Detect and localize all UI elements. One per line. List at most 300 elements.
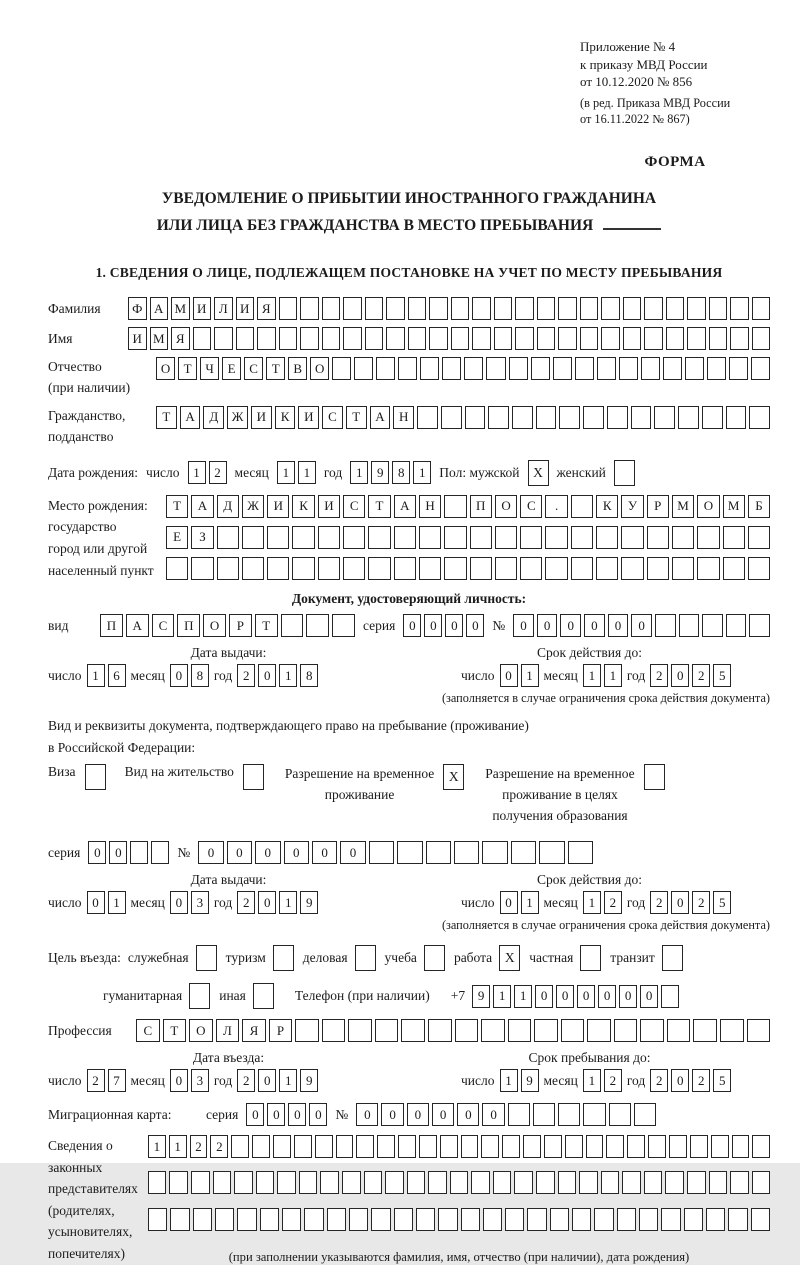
char-cell[interactable]: 0	[312, 841, 337, 864]
char-cell[interactable]	[601, 1171, 620, 1194]
char-cell[interactable]: Ж	[227, 406, 248, 429]
char-cell[interactable]	[553, 357, 572, 380]
char-cell[interactable]: 8	[300, 664, 318, 687]
char-cell[interactable]: 2	[210, 1135, 228, 1158]
char-cell[interactable]	[169, 1171, 188, 1194]
char-cell[interactable]	[729, 357, 748, 380]
char-cell[interactable]: Д	[203, 406, 224, 429]
char-cell[interactable]: 2	[190, 1135, 208, 1158]
char-cell[interactable]	[365, 297, 384, 320]
char-cell[interactable]: 0	[407, 1103, 429, 1126]
char-cell[interactable]	[231, 1135, 249, 1158]
char-cell[interactable]: 1	[279, 664, 297, 687]
char-cell[interactable]: 2	[237, 1069, 255, 1092]
char-cell[interactable]	[495, 557, 517, 580]
char-cell[interactable]	[752, 297, 771, 320]
char-cell[interactable]: Н	[393, 406, 414, 429]
char-cell[interactable]	[558, 1171, 577, 1194]
char-cell[interactable]	[481, 1019, 505, 1042]
char-cell[interactable]	[451, 297, 470, 320]
char-cell[interactable]	[371, 1208, 390, 1231]
char-cell[interactable]	[575, 357, 594, 380]
char-cell[interactable]	[332, 614, 355, 637]
char-cell[interactable]	[348, 1019, 372, 1042]
char-cell[interactable]	[299, 1171, 318, 1194]
char-cell[interactable]	[304, 1208, 323, 1231]
char-cell[interactable]	[315, 1135, 333, 1158]
char-cell[interactable]: Т	[166, 495, 188, 518]
char-cell[interactable]	[394, 526, 416, 549]
char-cell[interactable]	[398, 1135, 416, 1158]
char-cell[interactable]: Р	[647, 495, 669, 518]
char-cell[interactable]: О	[697, 495, 719, 518]
char-cell[interactable]	[751, 1208, 770, 1231]
char-cell[interactable]: 1	[87, 664, 105, 687]
char-cell[interactable]	[702, 614, 723, 637]
char-cell[interactable]: М	[672, 495, 694, 518]
char-cell[interactable]	[720, 1019, 744, 1042]
char-cell[interactable]	[320, 1171, 339, 1194]
char-cell[interactable]: 8	[191, 664, 209, 687]
char-cell[interactable]	[292, 557, 314, 580]
char-cell[interactable]	[539, 841, 564, 864]
char-cell[interactable]	[533, 1103, 555, 1126]
char-cell[interactable]	[730, 1171, 749, 1194]
char-cell[interactable]	[558, 327, 577, 350]
char-cell[interactable]: А	[180, 406, 201, 429]
char-cell[interactable]: Л	[216, 1019, 240, 1042]
char-cell[interactable]: 0	[608, 614, 629, 637]
char-cell[interactable]: 9	[472, 985, 490, 1008]
char-cell[interactable]	[482, 841, 507, 864]
char-cell[interactable]	[579, 1171, 598, 1194]
char-cell[interactable]	[665, 1171, 684, 1194]
char-cell[interactable]	[419, 526, 441, 549]
char-cell[interactable]: Я	[242, 1019, 266, 1042]
char-cell[interactable]: 1	[583, 664, 601, 687]
char-cell[interactable]	[559, 406, 580, 429]
char-cell[interactable]	[401, 1019, 425, 1042]
char-cell[interactable]: С	[520, 495, 542, 518]
char-cell[interactable]	[723, 526, 745, 549]
char-cell[interactable]	[571, 526, 593, 549]
char-cell[interactable]: С	[343, 495, 365, 518]
char-cell[interactable]: 0	[87, 891, 105, 914]
char-cell[interactable]	[583, 406, 604, 429]
char-cell[interactable]	[450, 1171, 469, 1194]
char-cell[interactable]	[417, 406, 438, 429]
char-cell[interactable]	[148, 1171, 167, 1194]
char-cell[interactable]: 2	[237, 664, 255, 687]
char-cell[interactable]	[322, 297, 341, 320]
char-cell[interactable]	[655, 614, 676, 637]
char-cell[interactable]: И	[193, 297, 212, 320]
char-cell[interactable]	[193, 327, 212, 350]
char-cell[interactable]	[534, 1019, 558, 1042]
char-cell[interactable]: 1	[583, 1069, 601, 1092]
char-cell[interactable]	[237, 1208, 256, 1231]
edu-permit-checkbox[interactable]	[644, 764, 665, 790]
char-cell[interactable]	[687, 327, 706, 350]
char-cell[interactable]: 0	[537, 614, 558, 637]
char-cell[interactable]	[697, 526, 719, 549]
char-cell[interactable]	[749, 406, 770, 429]
char-cell[interactable]	[369, 841, 394, 864]
char-cell[interactable]: 1	[583, 891, 601, 914]
char-cell[interactable]	[685, 357, 704, 380]
char-cell[interactable]	[386, 327, 405, 350]
char-cell[interactable]	[678, 406, 699, 429]
char-cell[interactable]	[697, 557, 719, 580]
char-cell[interactable]: Ч	[200, 357, 219, 380]
char-cell[interactable]: Е	[222, 357, 241, 380]
char-cell[interactable]	[711, 1135, 729, 1158]
char-cell[interactable]: П	[470, 495, 492, 518]
char-cell[interactable]	[730, 297, 749, 320]
char-cell[interactable]	[279, 297, 298, 320]
char-cell[interactable]	[627, 1135, 645, 1158]
char-cell[interactable]: 1	[279, 1069, 297, 1092]
char-cell[interactable]: С	[136, 1019, 160, 1042]
sex-male-checkbox[interactable]: X	[528, 460, 549, 486]
char-cell[interactable]	[495, 526, 517, 549]
char-cell[interactable]	[594, 1208, 613, 1231]
char-cell[interactable]	[193, 1208, 212, 1231]
char-cell[interactable]	[166, 557, 188, 580]
char-cell[interactable]: 0	[258, 891, 276, 914]
char-cell[interactable]: 2	[692, 664, 710, 687]
char-cell[interactable]: С	[152, 614, 175, 637]
char-cell[interactable]: М	[150, 327, 169, 350]
char-cell[interactable]	[667, 1019, 691, 1042]
char-cell[interactable]	[481, 1135, 499, 1158]
char-cell[interactable]: Д	[217, 495, 239, 518]
char-cell[interactable]	[256, 1171, 275, 1194]
char-cell[interactable]	[428, 1019, 452, 1042]
char-cell[interactable]: П	[100, 614, 123, 637]
char-cell[interactable]	[561, 1019, 585, 1042]
char-cell[interactable]: 0	[432, 1103, 454, 1126]
char-cell[interactable]: Т	[255, 614, 278, 637]
char-cell[interactable]	[398, 357, 417, 380]
char-cell[interactable]: Ф	[128, 297, 147, 320]
char-cell[interactable]	[217, 526, 239, 549]
char-cell[interactable]	[343, 557, 365, 580]
char-cell[interactable]	[295, 1019, 319, 1042]
char-cell[interactable]: 0	[258, 1069, 276, 1092]
char-cell[interactable]	[752, 327, 771, 350]
char-cell[interactable]	[279, 327, 298, 350]
char-cell[interactable]	[654, 406, 675, 429]
char-cell[interactable]: 0	[671, 891, 689, 914]
char-cell[interactable]	[322, 1019, 346, 1042]
char-cell[interactable]: Т	[368, 495, 390, 518]
char-cell[interactable]	[444, 526, 466, 549]
char-cell[interactable]	[151, 841, 169, 864]
char-cell[interactable]: 1	[413, 461, 431, 484]
char-cell[interactable]	[426, 841, 451, 864]
char-cell[interactable]	[429, 297, 448, 320]
char-cell[interactable]: К	[275, 406, 296, 429]
char-cell[interactable]	[623, 297, 642, 320]
char-cell[interactable]	[343, 526, 365, 549]
char-cell[interactable]	[465, 406, 486, 429]
char-cell[interactable]	[647, 526, 669, 549]
char-cell[interactable]: К	[292, 495, 314, 518]
char-cell[interactable]: 1	[521, 891, 539, 914]
char-cell[interactable]	[687, 297, 706, 320]
char-cell[interactable]	[368, 557, 390, 580]
char-cell[interactable]: Н	[419, 495, 441, 518]
purpose-business-checkbox[interactable]	[355, 945, 376, 971]
char-cell[interactable]	[234, 1171, 253, 1194]
char-cell[interactable]	[748, 526, 770, 549]
char-cell[interactable]	[568, 841, 593, 864]
char-cell[interactable]	[419, 1135, 437, 1158]
char-cell[interactable]: К	[596, 495, 618, 518]
char-cell[interactable]: З	[191, 526, 213, 549]
char-cell[interactable]: 0	[671, 664, 689, 687]
char-cell[interactable]	[752, 1171, 771, 1194]
char-cell[interactable]: 1	[108, 891, 126, 914]
char-cell[interactable]: 2	[87, 1069, 105, 1092]
char-cell[interactable]	[641, 357, 660, 380]
char-cell[interactable]	[520, 526, 542, 549]
char-cell[interactable]	[693, 1019, 717, 1042]
char-cell[interactable]	[709, 1171, 728, 1194]
char-cell[interactable]: О	[156, 357, 175, 380]
char-cell[interactable]: 7	[108, 1069, 126, 1092]
char-cell[interactable]	[336, 1135, 354, 1158]
purpose-study-checkbox[interactable]	[424, 945, 445, 971]
char-cell[interactable]	[273, 1135, 291, 1158]
char-cell[interactable]: 3	[191, 1069, 209, 1092]
char-cell[interactable]	[536, 406, 557, 429]
char-cell[interactable]	[394, 557, 416, 580]
char-cell[interactable]	[544, 1135, 562, 1158]
char-cell[interactable]	[454, 841, 479, 864]
char-cell[interactable]	[631, 406, 652, 429]
char-cell[interactable]: 6	[108, 664, 126, 687]
char-cell[interactable]	[728, 1208, 747, 1231]
char-cell[interactable]	[647, 557, 669, 580]
char-cell[interactable]: 0	[671, 1069, 689, 1092]
char-cell[interactable]: Б	[748, 495, 770, 518]
char-cell[interactable]: 0	[340, 841, 365, 864]
char-cell[interactable]: Т	[156, 406, 177, 429]
char-cell[interactable]: 0	[170, 1069, 188, 1092]
char-cell[interactable]	[661, 1208, 680, 1231]
char-cell[interactable]: 0	[288, 1103, 306, 1126]
char-cell[interactable]	[639, 1208, 658, 1231]
char-cell[interactable]	[236, 327, 255, 350]
char-cell[interactable]	[648, 1135, 666, 1158]
char-cell[interactable]: 0	[445, 614, 463, 637]
char-cell[interactable]	[300, 327, 319, 350]
char-cell[interactable]	[601, 327, 620, 350]
char-cell[interactable]: 0	[640, 985, 658, 1008]
char-cell[interactable]	[749, 614, 770, 637]
char-cell[interactable]	[242, 526, 264, 549]
char-cell[interactable]	[706, 1208, 725, 1231]
char-cell[interactable]	[687, 1171, 706, 1194]
char-cell[interactable]: 2	[692, 891, 710, 914]
char-cell[interactable]: 1	[493, 985, 511, 1008]
char-cell[interactable]: 0	[258, 664, 276, 687]
char-cell[interactable]	[512, 406, 533, 429]
char-cell[interactable]	[640, 1019, 664, 1042]
char-cell[interactable]	[376, 357, 395, 380]
char-cell[interactable]	[282, 1208, 301, 1231]
residence-permit-checkbox[interactable]	[243, 764, 264, 790]
char-cell[interactable]: А	[394, 495, 416, 518]
char-cell[interactable]	[523, 1135, 541, 1158]
char-cell[interactable]	[545, 526, 567, 549]
char-cell[interactable]: 0	[482, 1103, 504, 1126]
char-cell[interactable]	[377, 1135, 395, 1158]
char-cell[interactable]: 0	[227, 841, 252, 864]
char-cell[interactable]: С	[244, 357, 263, 380]
char-cell[interactable]	[470, 557, 492, 580]
char-cell[interactable]	[386, 297, 405, 320]
char-cell[interactable]	[385, 1171, 404, 1194]
char-cell[interactable]: 0	[255, 841, 280, 864]
char-cell[interactable]: О	[189, 1019, 213, 1042]
char-cell[interactable]	[709, 327, 728, 350]
char-cell[interactable]	[623, 327, 642, 350]
char-cell[interactable]: А	[150, 297, 169, 320]
char-cell[interactable]	[130, 841, 148, 864]
char-cell[interactable]	[707, 357, 726, 380]
char-cell[interactable]: 0	[88, 841, 106, 864]
char-cell[interactable]: И	[251, 406, 272, 429]
char-cell[interactable]	[609, 1103, 631, 1126]
char-cell[interactable]: 9	[300, 1069, 318, 1092]
char-cell[interactable]	[148, 1208, 167, 1231]
char-cell[interactable]	[365, 327, 384, 350]
char-cell[interactable]	[440, 1135, 458, 1158]
char-cell[interactable]	[502, 1135, 520, 1158]
char-cell[interactable]: 0	[170, 891, 188, 914]
char-cell[interactable]: 1	[514, 985, 532, 1008]
char-cell[interactable]: 0	[170, 664, 188, 687]
char-cell[interactable]	[364, 1171, 383, 1194]
char-cell[interactable]	[455, 1019, 479, 1042]
char-cell[interactable]	[619, 357, 638, 380]
char-cell[interactable]	[669, 1135, 687, 1158]
char-cell[interactable]: Е	[166, 526, 188, 549]
char-cell[interactable]	[621, 526, 643, 549]
char-cell[interactable]	[257, 327, 276, 350]
char-cell[interactable]	[354, 357, 373, 380]
char-cell[interactable]: 0	[513, 614, 534, 637]
char-cell[interactable]: Т	[266, 357, 285, 380]
char-cell[interactable]	[702, 406, 723, 429]
char-cell[interactable]	[472, 297, 491, 320]
char-cell[interactable]: И	[298, 406, 319, 429]
char-cell[interactable]	[511, 841, 536, 864]
char-cell[interactable]	[342, 1171, 361, 1194]
purpose-private-checkbox[interactable]	[580, 945, 601, 971]
purpose-humanitarian-checkbox[interactable]	[189, 983, 210, 1009]
char-cell[interactable]	[343, 297, 362, 320]
char-cell[interactable]	[545, 557, 567, 580]
char-cell[interactable]: И	[236, 297, 255, 320]
char-cell[interactable]: 2	[604, 891, 622, 914]
char-cell[interactable]	[679, 614, 700, 637]
char-cell[interactable]: 0	[381, 1103, 403, 1126]
char-cell[interactable]	[486, 357, 505, 380]
char-cell[interactable]: О	[310, 357, 329, 380]
char-cell[interactable]	[690, 1135, 708, 1158]
char-cell[interactable]: А	[191, 495, 213, 518]
char-cell[interactable]: 0	[619, 985, 637, 1008]
char-cell[interactable]: 0	[631, 614, 652, 637]
char-cell[interactable]	[672, 526, 694, 549]
char-cell[interactable]	[550, 1208, 569, 1231]
temp-permit-checkbox[interactable]: X	[443, 764, 464, 790]
char-cell[interactable]: 0	[577, 985, 595, 1008]
sex-female-checkbox[interactable]	[614, 460, 635, 486]
char-cell[interactable]: 1	[604, 664, 622, 687]
char-cell[interactable]: М	[171, 297, 190, 320]
char-cell[interactable]	[596, 557, 618, 580]
purpose-official-checkbox[interactable]	[196, 945, 217, 971]
char-cell[interactable]	[572, 1208, 591, 1231]
char-cell[interactable]	[397, 841, 422, 864]
char-cell[interactable]	[536, 1171, 555, 1194]
char-cell[interactable]	[644, 1171, 663, 1194]
char-cell[interactable]: М	[723, 495, 745, 518]
char-cell[interactable]	[726, 614, 747, 637]
char-cell[interactable]	[537, 327, 556, 350]
char-cell[interactable]	[327, 1208, 346, 1231]
char-cell[interactable]	[752, 1135, 770, 1158]
char-cell[interactable]: 9	[300, 891, 318, 914]
char-cell[interactable]	[748, 557, 770, 580]
char-cell[interactable]	[505, 1208, 524, 1231]
char-cell[interactable]	[441, 406, 462, 429]
char-cell[interactable]	[634, 1103, 656, 1126]
char-cell[interactable]: 9	[371, 461, 389, 484]
char-cell[interactable]: А	[126, 614, 149, 637]
char-cell[interactable]	[747, 1019, 771, 1042]
char-cell[interactable]: Я	[171, 327, 190, 350]
char-cell[interactable]	[621, 557, 643, 580]
char-cell[interactable]: 5	[713, 664, 731, 687]
purpose-work-checkbox[interactable]: X	[499, 945, 520, 971]
char-cell[interactable]	[215, 1208, 234, 1231]
char-cell[interactable]	[267, 557, 289, 580]
char-cell[interactable]	[277, 1171, 296, 1194]
char-cell[interactable]: 1	[188, 461, 206, 484]
char-cell[interactable]	[464, 357, 483, 380]
char-cell[interactable]	[267, 526, 289, 549]
char-cell[interactable]	[252, 1135, 270, 1158]
char-cell[interactable]	[663, 357, 682, 380]
char-cell[interactable]	[444, 495, 466, 518]
char-cell[interactable]	[580, 297, 599, 320]
char-cell[interactable]: О	[495, 495, 517, 518]
char-cell[interactable]	[294, 1135, 312, 1158]
char-cell[interactable]: 0	[246, 1103, 264, 1126]
char-cell[interactable]	[571, 557, 593, 580]
char-cell[interactable]	[213, 1171, 232, 1194]
char-cell[interactable]	[375, 1019, 399, 1042]
visa-checkbox[interactable]	[85, 764, 106, 790]
char-cell[interactable]	[606, 1135, 624, 1158]
char-cell[interactable]	[471, 1171, 490, 1194]
